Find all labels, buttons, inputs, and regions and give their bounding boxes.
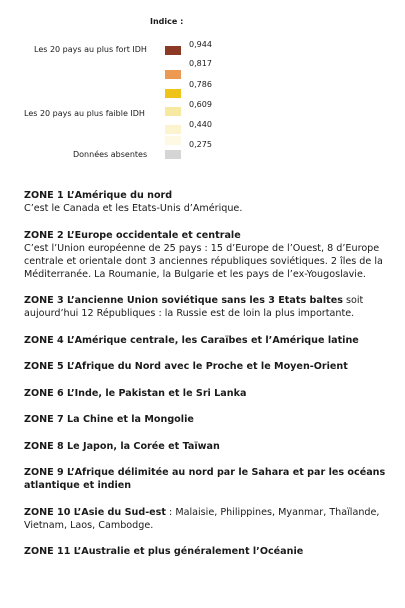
legend-swatch xyxy=(165,89,181,98)
legend-value: 0,786 xyxy=(189,80,212,89)
legend-swatch xyxy=(165,46,181,55)
legend-value: 0,440 xyxy=(189,120,212,129)
zone-text: soit aujourd’hui 12 Républiques : la Russie est de loin la plus importante. xyxy=(24,295,364,319)
legend-label-low: Les 20 pays au plus faible IDH xyxy=(24,109,145,118)
zone-text: C’est l’Union européenne de 25 pays : 15 d’Europe de l’Ouest, 8 d’Europe centrale et orientale dont 3 anciennes républiques soviétiques. 2 îles de la Méditerranée. La Roumanie, la Bulgarie et les pays de l’ex-Yougoslavie. xyxy=(24,242,383,280)
zone-heading: ZONE 9 L’Afrique délimitée au nord par le Sahara et par les océans atlantique et indien xyxy=(24,467,386,491)
zone-heading: ZONE 6 L’Inde, le Pakistan et le Sri Lanka xyxy=(24,387,247,399)
zone-11 xyxy=(24,545,386,558)
zone-6 xyxy=(24,387,386,400)
legend-swatch xyxy=(165,125,181,134)
zones-list xyxy=(24,189,386,572)
zone-1 xyxy=(24,189,386,215)
zone-heading: ZONE 11 L’Australie et plus généralement l’Océanie xyxy=(24,546,304,557)
legend-label-absent: Données absentes xyxy=(73,150,148,159)
legend-value: 0,609 xyxy=(189,100,212,109)
legend-title: Indice : xyxy=(150,17,184,26)
zone-heading: ZONE 2 L’Europe occidentale et centrale xyxy=(24,229,241,241)
zone-heading: ZONE 8 Le Japon, la Corée et Taïwan xyxy=(24,440,220,452)
zone-text: : Malaisie, Philippines, Myanmar, Thaïlande, Vietnam, Laos, Cambodge. xyxy=(24,506,380,531)
zone-heading: ZONE 5 L’Afrique du Nord avec le Proche et le Moyen-Orient xyxy=(24,361,348,372)
zone-heading: ZONE 4 L’Amérique centrale, les Caraïbes et l’Amérique latine xyxy=(24,334,359,346)
zone-heading: ZONE 3 L’ancienne Union soviétique sans les 3 Etats baltes xyxy=(24,295,343,306)
zone-3 xyxy=(24,294,386,320)
zone-8 xyxy=(24,440,386,453)
legend-swatch-absent xyxy=(165,150,181,159)
zone-7 xyxy=(24,413,386,426)
zone-4 xyxy=(24,334,386,347)
zone-heading: ZONE 1 L’Amérique du nord xyxy=(24,190,173,201)
legend-value: 0,944 xyxy=(189,40,212,49)
legend-swatch xyxy=(165,136,181,145)
legend-swatch xyxy=(165,70,181,79)
zone-heading: ZONE 7 La Chine et la Mongolie xyxy=(24,414,194,425)
zone-text: C’est le Canada et les Etats-Unis d’Amérique. xyxy=(24,203,243,214)
legend-swatch xyxy=(165,107,181,116)
zone-5 xyxy=(24,360,386,373)
legend-value: 0,817 xyxy=(189,59,212,68)
zone-10 xyxy=(24,506,386,532)
hdi-legend xyxy=(0,0,405,170)
legend-label-high: Les 20 pays au plus fort IDH xyxy=(34,45,147,54)
zone-9 xyxy=(24,466,386,492)
zone-2 xyxy=(24,229,386,281)
zone-heading: ZONE 10 L’Asie du Sud-est xyxy=(24,506,166,518)
legend-value: 0,275 xyxy=(189,140,212,149)
